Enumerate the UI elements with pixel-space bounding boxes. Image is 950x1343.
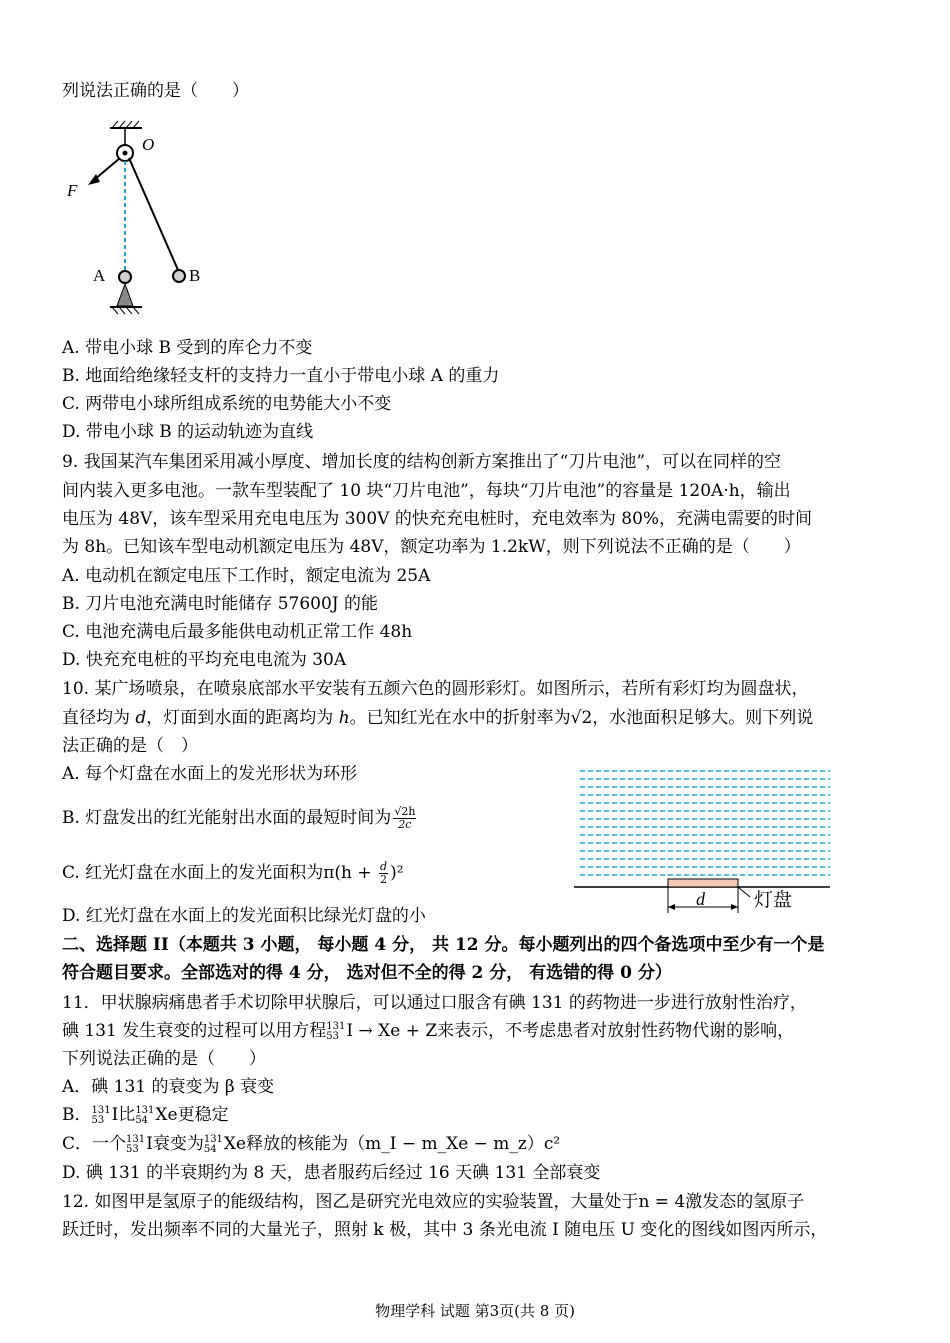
- q9-option-c: C. 电池充满电后最多能供电动机正常工作 48h: [62, 622, 413, 642]
- q12-line-2: 跃迁时，发出频率不同的大量光子，照射 k 极，其中 3 条光电流 I 随电压 U 变化的图线如图丙所示，: [62, 1220, 828, 1240]
- q9-line-1: 9. 我国某汽车集团采用减小厚度、增加长度的结构创新方案推出了“刀片电池”，可以在同样的空: [62, 452, 782, 472]
- q9-line-4: 为 8h。已知该车型电动机额定电压为 48V，额定功率为 1.2kW，则下列说法不正确的是（ ）: [62, 537, 801, 557]
- label-O: O: [142, 135, 155, 154]
- q8-option-b: B. 地面给绝缘轻支杆的支持力一直小于带电小球 A 的重力: [62, 366, 500, 386]
- q11-option-c: C．一个 131 53 I衰变为 131 54 Xe释放的核能为（m_I − m_Xe − m_z）c²: [62, 1133, 561, 1155]
- q10-option-d: D. 红光灯盘在水面上的发光面积比绿光灯盘的小: [62, 906, 426, 926]
- q11-line-1: 11．甲状腺病痛患者手术切除甲状腺后，可以通过口服含有碘 131 的药物进一步进行放射性治疗，: [62, 993, 807, 1013]
- q9-line-3: 电压为 48V，该车型采用充电电压为 300V 的快充充电桩时，充电效率为 80%，充满电需要的时间: [62, 509, 813, 529]
- q8-figure: [60, 118, 200, 318]
- q10-line-2: 直径均为 d，灯面到水面的距离均为 h。已知红光在水中的折射率为√2，水池面积足够大。则下列说: [62, 708, 814, 728]
- q10-option-b: B. 灯盘发出的红光能射出水面的最短时间为 $\frac{√2h}{2c}$: [62, 805, 416, 831]
- label-B: B: [189, 266, 200, 285]
- q8-option-a: A. 带电小球 B 受到的库仑力不变: [62, 338, 313, 358]
- q11-option-d: D. 碘 131 的半衰期约为 8 天，患者服药后经过 16 天碘 131 全部衰变: [62, 1163, 601, 1183]
- label-d: d: [696, 889, 705, 909]
- q9-option-d: D. 快充充电桩的平均充电电流为 30A: [62, 650, 347, 670]
- q10-figure: [574, 765, 844, 925]
- q8-stem-end: 列说法正确的是（ ）: [62, 81, 249, 101]
- q11-line-2: 碘 131 发生衰变的过程可以用方程 131 53 I → Xe + Z来表示，不考虑患者对放射性药物代谢的影响，: [62, 1020, 795, 1042]
- label-A: A: [93, 266, 106, 285]
- q9-line-2: 间内装入更多电池。一款车型装配了 10 块“刀片电池”，每块“刀片电池”的容量是 120A·h，输出: [62, 481, 791, 501]
- q9-option-b: B. 刀片电池充满电时能储存 57600J 的能: [62, 594, 379, 614]
- q10-line-3: 法正确的是（ ）: [62, 736, 198, 756]
- q9-option-a: A. 电动机在额定电压下工作时，额定电流为 25A: [62, 566, 431, 586]
- q11-option-b: B． 131 53 I比 131 54 Xe更稳定: [62, 1104, 229, 1126]
- q8-option-d: D. 带电小球 B 的运动轨迹为直线: [62, 422, 314, 442]
- section2-line-1: 二、选择题 II（本题共 3 小题， 每小题 4 分， 共 12 分。每小题列出的四个备选项中至少有一个是: [62, 935, 825, 955]
- label-F: F: [67, 181, 78, 200]
- q10-option-c: C. 红光灯盘在水面上的发光面积为π(h + $\frac{d}{2}$ )²: [62, 860, 404, 886]
- q8-option-c: C. 两带电小球所组成系统的电势能大小不变: [62, 394, 392, 414]
- q12-line-1: 12. 如图甲是氢原子的能级结构，图乙是研究光电效应的实验装置，大量处于n = 4激发态的氢原子: [62, 1192, 805, 1212]
- label-lamp: 灯盘: [754, 889, 793, 911]
- q10-option-a: A. 每个灯盘在水面上的发光形状为环形: [62, 764, 358, 784]
- q11-line-3: 下列说法正确的是（ ）: [62, 1049, 266, 1069]
- section2-line-2: 符合题目要求。全部选对的得 4 分， 选对但不全的得 2 分， 有选错的得 0 分）: [62, 963, 672, 983]
- page-footer: 物理学科 试题 第3页(共 8 页): [375, 1302, 575, 1320]
- q10-line-1: 10. 某广场喷泉，在喷泉底部水平安装有五颜六色的圆形彩灯。如图所示，若所有彩灯均为圆盘状，: [62, 679, 809, 699]
- q11-option-a: A．碘 131 的衰变为 β 衰变: [62, 1077, 275, 1097]
